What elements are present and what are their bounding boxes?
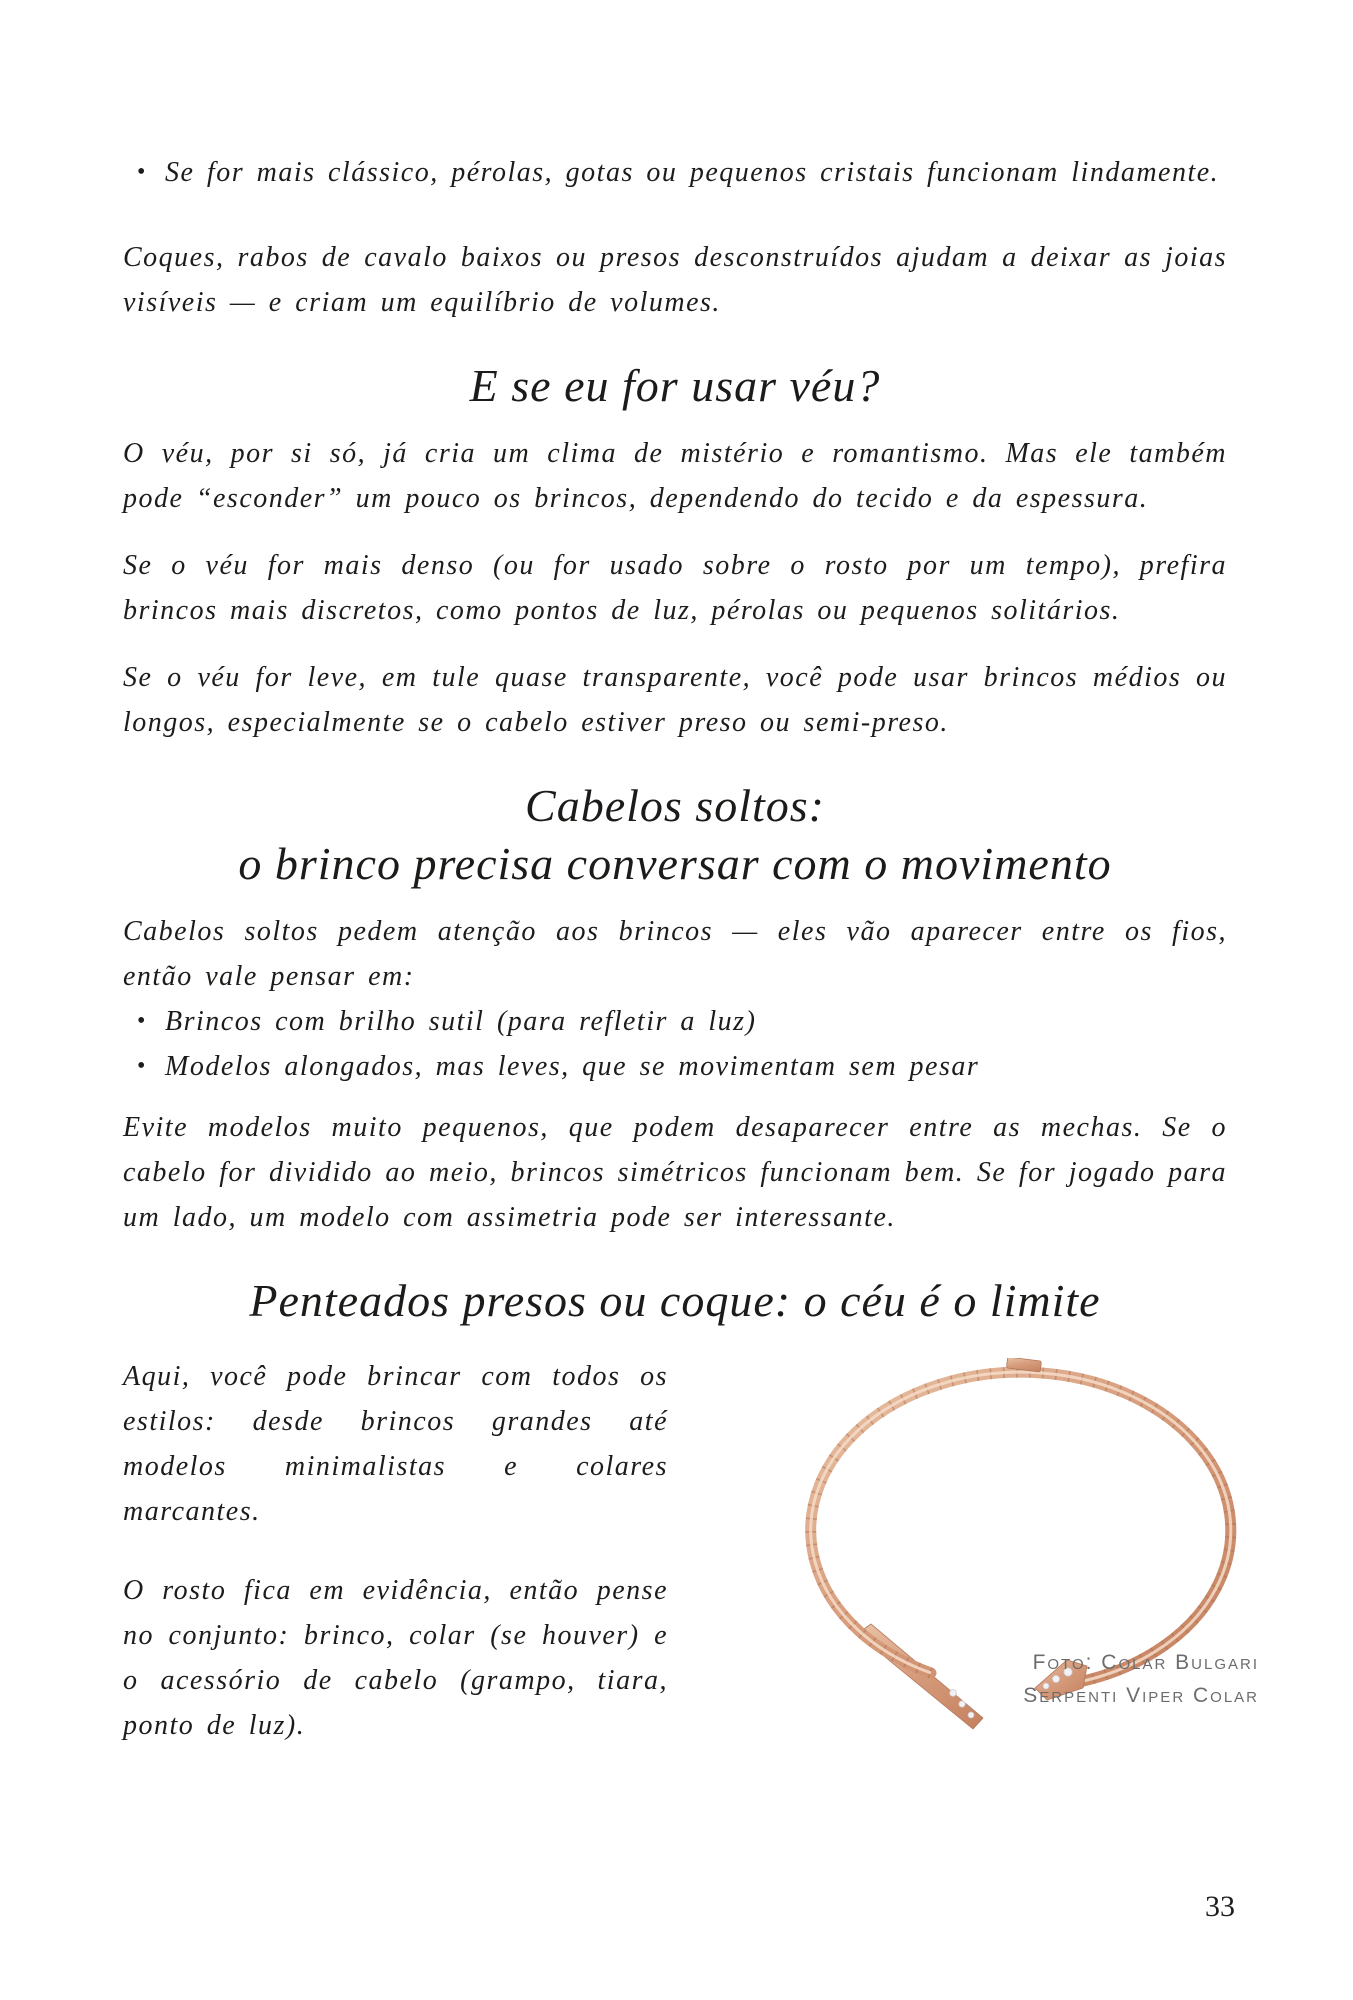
diamond-icon [959,1701,965,1707]
photo-caption-line: Foto: Colar Bulgari [1032,1651,1259,1674]
list-item [123,150,1227,195]
list-item [123,999,1227,1044]
paragraph: O rosto fica em evidência, então pense no conjunto: brinco, colar (se houver) e o acessório de cabelo (grampo, tiara, ponto de luz). [123,1575,668,1741]
section-title-line: o brinco precisa conversar com o movimento [238,838,1112,889]
diamond-icon [968,1712,974,1718]
paragraph-evite: Evite modelos muito pequenos, que podem desaparecer entre as mechas. Se o cabelo for dividido ao meio, brincos simétricos funcionam bem. Se for jogado para um lado, um modelo com assimetria pode ser interessante. [123,1112,1227,1233]
section-title-cabelos-soltos [123,777,1227,893]
paragraph: O véu, por si só, já cria um clima de mistério e romantismo. Mas ele também pode “esconder” um pouco os brincos, dependendo do tecido e da espessura. [123,438,1227,514]
necklace-photo-container [785,1358,1259,1736]
bullet-text: Modelos alongados, mas leves, que se movimentam sem pesar [165,1051,980,1082]
section-title-veu: E se eu for usar véu? [469,360,881,411]
paragraph-coques: Coques, rabos de cavalo baixos ou presos desconstruídos ajudam a deixar as joias visíveis — e criam um equilíbrio de volumes. [123,242,1227,318]
paragraph: Se o véu for mais denso (ou for usado sobre o rosto por um tempo), prefira brincos mais discretos, como pontos de luz, pérolas ou pequenos solitários. [123,550,1227,626]
left-text-column [123,1354,668,1748]
page-number: 33 [1205,1890,1235,1923]
intro-bullet-list [123,150,1227,195]
paragraph-lead: Cabelos soltos pedem atenção aos brincos — eles vão aparecer entre os fios, então vale pensar em: [123,916,1227,992]
photo-caption-line: Serpenti Viper Colar [1023,1684,1259,1707]
soltos-bullet-list [123,999,1227,1089]
page-content [123,0,1259,1748]
paragraph: Aqui, você pode brincar com todos os estilos: desde brincos grandes até modelos minimalistas e colares marcantes. [123,1361,668,1527]
diamond-icon [950,1690,957,1697]
section-title-line: Cabelos soltos: [525,780,825,831]
bullet-dot-icon: • [137,1053,147,1079]
bullet-dot-icon: • [137,159,147,185]
list-item [123,1044,1227,1089]
bullet-text: Se for mais clássico, pérolas, gotas ou pequenos cristais funcionam lindamente. [165,157,1220,188]
paragraph: Se o véu for leve, em tule quase transparente, você pode usar brincos médios ou longos, especialmente se o cabelo estiver preso ou semi-preso. [123,662,1227,738]
section-title-penteados-presos: Penteados presos ou coque: o céu é o limite [249,1275,1101,1326]
text-and-photo-row [123,1354,1259,1748]
bullet-dot-icon: • [137,1008,147,1034]
bullet-text: Brincos com brilho sutil (para refletir a luz) [165,1006,757,1037]
photo-caption [1023,1646,1259,1712]
